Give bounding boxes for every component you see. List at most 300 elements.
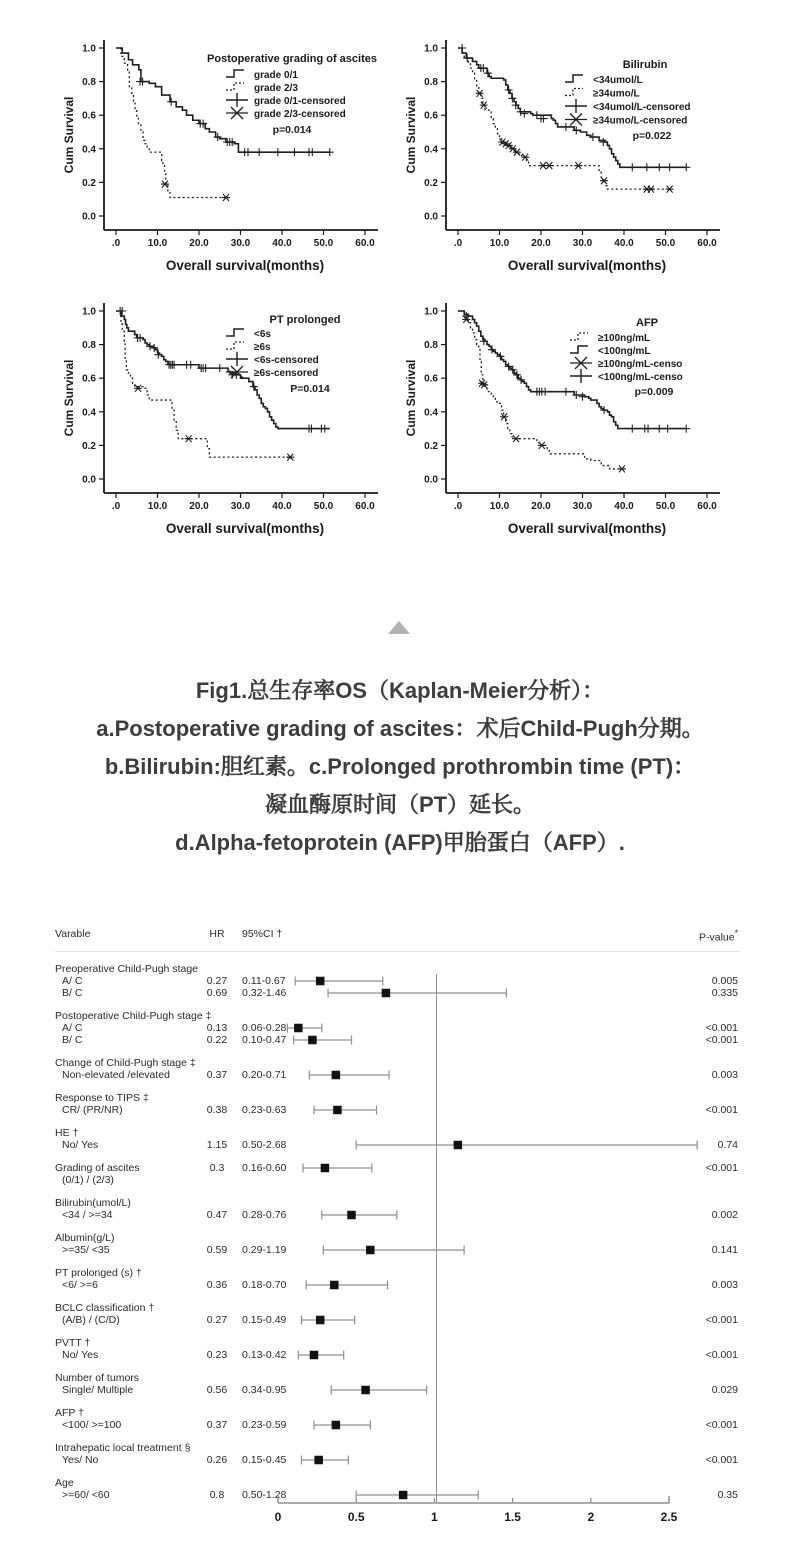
x-tick-label: 30.0 bbox=[230, 501, 251, 512]
legend-entry-label: ≥34umo/L-censored bbox=[593, 115, 688, 127]
legend-plus-icon bbox=[565, 99, 587, 113]
ci-value: 0.23-0.59 bbox=[242, 1419, 287, 1431]
legend-title: PT prolonged bbox=[269, 314, 341, 326]
hr-point-marker bbox=[308, 1036, 317, 1045]
legend-dash-step-icon bbox=[226, 83, 244, 90]
censor-plus-mark bbox=[167, 98, 175, 106]
km-panel-ascites bbox=[60, 30, 400, 282]
p-value: 0.003 bbox=[711, 1069, 738, 1081]
km-chart-a bbox=[60, 30, 400, 282]
forest-row-label: PVTT † bbox=[55, 1337, 91, 1349]
censor-star-mark bbox=[618, 465, 626, 472]
forest-row bbox=[0, 1034, 800, 1046]
p-value-label: P=0.014 bbox=[290, 383, 330, 395]
x-tick-label: 60.0 bbox=[355, 238, 375, 249]
forest-plot-section bbox=[0, 918, 800, 1566]
legend-entry-label: ≥100ng/mL-censo bbox=[598, 359, 683, 370]
censor-star-mark bbox=[134, 385, 142, 392]
forest-row bbox=[0, 1349, 800, 1361]
legend-entry-label: <100ng/mL bbox=[598, 346, 651, 357]
legend-star-icon bbox=[226, 107, 248, 119]
forest-whisker bbox=[278, 1209, 738, 1221]
hr-value: 0.56 bbox=[206, 1384, 228, 1396]
y-tick-label: 0.6 bbox=[82, 110, 96, 122]
y-tick-label: 0.8 bbox=[424, 77, 438, 89]
forest-row-label: <6/ >=6 bbox=[62, 1279, 98, 1291]
forest-row-label: <34 / >=34 bbox=[62, 1209, 113, 1221]
y-tick-label: 0.2 bbox=[424, 177, 438, 189]
censor-plus-mark bbox=[118, 307, 126, 315]
forest-axis-tick-label: 2.5 bbox=[660, 1510, 678, 1524]
forest-whisker bbox=[278, 1162, 738, 1174]
x-tick-label: 10.0 bbox=[489, 238, 510, 249]
censor-star-mark bbox=[666, 186, 674, 193]
km-chart-c bbox=[60, 293, 400, 545]
forest-row bbox=[0, 1162, 800, 1174]
forest-group bbox=[0, 1197, 800, 1221]
ci-value: 0.18-0.70 bbox=[242, 1279, 287, 1291]
forest-row-label: B/ C bbox=[62, 1034, 83, 1046]
censor-plus-mark bbox=[154, 351, 162, 359]
forest-axis-tick-label: 1 bbox=[431, 1510, 438, 1524]
forest-row bbox=[0, 1384, 800, 1396]
hr-point-marker bbox=[347, 1211, 356, 1220]
forest-group bbox=[0, 1337, 800, 1361]
hr-point-marker bbox=[366, 1246, 375, 1255]
forest-row bbox=[0, 1407, 800, 1419]
ci-value: 0.15-0.45 bbox=[242, 1454, 287, 1466]
hr-value: 0.36 bbox=[206, 1279, 228, 1291]
km-chart-grid bbox=[60, 30, 800, 560]
legend-dash-step-icon bbox=[570, 333, 588, 340]
y-axis-title: Cum Survival bbox=[62, 359, 76, 437]
forest-group bbox=[0, 1010, 800, 1046]
forest-row bbox=[0, 1419, 800, 1431]
y-tick-label: 1.0 bbox=[424, 43, 438, 55]
censor-star-mark bbox=[286, 454, 294, 461]
forest-row-label: Number of tumors bbox=[55, 1372, 140, 1384]
censor-plus-mark bbox=[216, 364, 224, 372]
hr-point-marker bbox=[310, 1351, 319, 1360]
p-value: 0.74 bbox=[717, 1139, 738, 1151]
y-tick-label: 0.4 bbox=[424, 144, 438, 156]
censor-plus-mark bbox=[682, 425, 690, 433]
p-value: <0.001 bbox=[705, 1419, 738, 1431]
km-chart-b bbox=[402, 30, 742, 282]
censor-star-mark bbox=[512, 435, 520, 442]
y-axis-title: Cum Survival bbox=[62, 96, 76, 174]
ci-value: 0.50-1.28 bbox=[242, 1489, 287, 1501]
forest-row bbox=[0, 1057, 800, 1069]
forest-group bbox=[0, 1442, 800, 1466]
p-value: <0.001 bbox=[705, 1022, 738, 1034]
forest-row-label: >=60/ <60 bbox=[62, 1489, 110, 1501]
forest-group bbox=[0, 1162, 800, 1186]
censor-plus-mark bbox=[655, 163, 663, 171]
censor-plus-mark bbox=[326, 148, 334, 156]
forest-row bbox=[0, 1442, 800, 1454]
hr-value: 0.26 bbox=[206, 1454, 228, 1466]
hr-value: 0.13 bbox=[206, 1022, 228, 1034]
hr-value: 0.37 bbox=[206, 1419, 228, 1431]
y-tick-label: 0.8 bbox=[82, 340, 96, 352]
hr-value: 0.59 bbox=[206, 1244, 228, 1256]
ci-value: 0.20-0.71 bbox=[242, 1069, 287, 1081]
forest-row bbox=[0, 1010, 800, 1022]
forest-row-label: Response to TIPS ‡ bbox=[55, 1092, 149, 1104]
legend-solid-step-icon bbox=[226, 329, 244, 336]
forest-row bbox=[0, 1232, 800, 1244]
legend-entry-label: <6s-censored bbox=[254, 355, 319, 366]
hr-point-marker bbox=[454, 1141, 463, 1150]
censor-plus-mark bbox=[290, 148, 298, 156]
y-tick-label: 0.4 bbox=[82, 144, 96, 156]
hr-value: 0.22 bbox=[206, 1034, 228, 1046]
x-tick-label: 50.0 bbox=[655, 501, 676, 512]
censor-star-mark bbox=[538, 442, 546, 449]
ci-value: 0.15-0.49 bbox=[242, 1314, 287, 1326]
hr-point-marker bbox=[316, 1316, 325, 1325]
x-tick-label: 20.0 bbox=[189, 238, 209, 249]
censor-plus-mark bbox=[255, 148, 263, 156]
p-value: <0.001 bbox=[705, 1314, 738, 1326]
y-tick-label: 0.0 bbox=[424, 211, 438, 223]
forest-row-label: >=35/ <35 bbox=[62, 1244, 110, 1256]
ci-value: 0.29-1.19 bbox=[242, 1244, 287, 1256]
y-tick-label: 1.0 bbox=[82, 43, 96, 55]
legend-plus-icon bbox=[226, 93, 248, 107]
forest-row-label: AFP † bbox=[55, 1407, 84, 1419]
p-value: <0.001 bbox=[705, 1034, 738, 1046]
x-tick-label: 60.0 bbox=[697, 238, 717, 249]
forest-row-label: A/ C bbox=[62, 975, 83, 987]
x-tick-label: 50.0 bbox=[313, 238, 334, 249]
p-value: 0.141 bbox=[711, 1244, 738, 1256]
hr-value: 0.23 bbox=[206, 1349, 228, 1361]
forest-whisker bbox=[278, 1034, 738, 1046]
forest-row-label: Albumin(g/L) bbox=[55, 1232, 115, 1244]
p-value: <0.001 bbox=[705, 1162, 738, 1174]
p-value: 0.002 bbox=[711, 1209, 738, 1221]
forest-whisker bbox=[278, 1419, 738, 1431]
y-axis-title: Cum Survival bbox=[404, 359, 418, 437]
forest-table-header bbox=[0, 918, 800, 952]
p-value: <0.001 bbox=[705, 1349, 738, 1361]
legend-dash-step-icon bbox=[565, 89, 583, 96]
forest-whisker bbox=[278, 1454, 738, 1466]
forest-row-label: No/ Yes bbox=[62, 1349, 99, 1361]
forest-axis-tick-label: 0 bbox=[274, 1510, 282, 1524]
forest-whisker bbox=[278, 1349, 738, 1361]
hr-value: 0.37 bbox=[206, 1069, 228, 1081]
legend-star-icon bbox=[570, 357, 592, 369]
forest-row-label: Bilirubin(umol/L) bbox=[55, 1197, 131, 1209]
censor-star-mark bbox=[480, 381, 488, 388]
forest-axis-tick-label: 1.5 bbox=[504, 1510, 521, 1524]
hr-value: 0.38 bbox=[206, 1104, 228, 1116]
forest-row bbox=[0, 1244, 800, 1256]
censor-plus-mark bbox=[643, 163, 651, 171]
legend-plus-icon bbox=[570, 369, 592, 383]
forest-row-label: Yes/ No bbox=[62, 1454, 99, 1466]
forest-row bbox=[0, 1209, 800, 1221]
forest-row bbox=[0, 1174, 800, 1186]
y-axis-title: Cum Survival bbox=[404, 96, 418, 174]
forest-row bbox=[0, 1337, 800, 1349]
forest-row bbox=[0, 1069, 800, 1081]
caption-line: Fig1.总生存率OS（Kaplan-Meier分析）： bbox=[195, 678, 605, 703]
column-header-ci: 95%CI † bbox=[242, 928, 283, 940]
forest-row-label: CR/ (PR/NR) bbox=[62, 1104, 123, 1116]
column-header-variable: Varable bbox=[55, 928, 91, 940]
forest-row bbox=[0, 1477, 800, 1489]
p-value: 0.335 bbox=[711, 987, 738, 999]
x-tick-label: 50.0 bbox=[655, 238, 676, 249]
up-triangle-icon bbox=[388, 621, 410, 634]
forest-row bbox=[0, 963, 800, 975]
y-tick-label: 1.0 bbox=[424, 306, 438, 318]
forest-whisker bbox=[278, 975, 738, 987]
y-tick-label: 0.0 bbox=[424, 474, 438, 486]
forest-group bbox=[0, 1407, 800, 1431]
forest-row bbox=[0, 1139, 800, 1151]
forest-row bbox=[0, 1267, 800, 1279]
legend-title: AFP bbox=[636, 317, 658, 329]
y-tick-label: 0.8 bbox=[424, 340, 438, 352]
x-tick-label: 30.0 bbox=[572, 501, 593, 512]
censor-star-mark bbox=[600, 177, 608, 184]
legend-entry-label: grade 2/3 bbox=[254, 83, 298, 94]
caption-line: a.Postoperative grading of ascites：术后Child-Pugh分期。 bbox=[96, 716, 704, 741]
forest-row-label: Non-elevated /elevated bbox=[62, 1069, 170, 1081]
forest-axis-tick-label: 2 bbox=[587, 1510, 595, 1524]
forest-whisker bbox=[278, 1384, 738, 1396]
km-legend bbox=[565, 59, 691, 142]
forest-row-label: No/ Yes bbox=[62, 1139, 99, 1151]
ci-value: 0.50-2.68 bbox=[242, 1139, 287, 1151]
hr-value: 1.15 bbox=[206, 1139, 228, 1151]
censor-plus-mark bbox=[589, 133, 597, 141]
km-legend bbox=[207, 53, 377, 136]
p-value-label: p=0.014 bbox=[272, 124, 312, 136]
censor-star-mark bbox=[647, 186, 655, 193]
hr-value: 0.27 bbox=[206, 1314, 228, 1326]
y-tick-label: 0.0 bbox=[82, 474, 96, 486]
censor-star-mark bbox=[545, 162, 553, 169]
forest-row bbox=[0, 1022, 800, 1034]
ci-value: 0.16-0.60 bbox=[242, 1162, 287, 1174]
legend-entry-label: grade 0/1-censored bbox=[254, 96, 346, 107]
km-legend bbox=[570, 317, 683, 398]
forest-row bbox=[0, 1372, 800, 1384]
caption-line: 凝血酶原时间（PT）延长。 bbox=[264, 792, 536, 817]
forest-group bbox=[0, 1057, 800, 1081]
censor-plus-mark bbox=[187, 361, 195, 369]
forest-row-label: BCLC classification † bbox=[55, 1302, 155, 1314]
censor-plus-mark bbox=[628, 425, 636, 433]
censor-plus-mark bbox=[533, 111, 541, 119]
p-value: 0.029 bbox=[711, 1384, 738, 1396]
hr-value: 0.8 bbox=[209, 1489, 225, 1501]
legend-entry-label: grade 2/3-censored bbox=[254, 109, 346, 120]
ci-value: 0.34-0.95 bbox=[242, 1384, 287, 1396]
hr-point-marker bbox=[316, 977, 325, 986]
forest-whisker bbox=[278, 987, 738, 999]
x-tick-label: 50.0 bbox=[313, 501, 334, 512]
km-panel-pt bbox=[60, 293, 400, 545]
forest-group bbox=[0, 1267, 800, 1291]
header-divider bbox=[55, 951, 740, 952]
forest-row-label: HE † bbox=[55, 1127, 79, 1139]
censor-plus-mark bbox=[520, 110, 528, 118]
x-tick-label: .0 bbox=[111, 238, 121, 249]
y-tick-label: 0.4 bbox=[82, 407, 96, 419]
forest-row-label: Postoperative Child-Pugh stage ‡ bbox=[55, 1010, 212, 1022]
hr-point-marker bbox=[314, 1456, 323, 1465]
p-value: <0.001 bbox=[705, 1454, 738, 1466]
x-tick-label: .0 bbox=[453, 501, 463, 512]
x-tick-label: .0 bbox=[453, 238, 463, 249]
hr-point-marker bbox=[333, 1106, 342, 1115]
forest-row-label: Single/ Multiple bbox=[62, 1384, 134, 1396]
hr-point-marker bbox=[382, 989, 391, 998]
forest-row-label: A/ C bbox=[62, 1022, 83, 1034]
x-tick-label: 60.0 bbox=[697, 501, 717, 512]
forest-row bbox=[0, 975, 800, 987]
y-tick-label: 0.2 bbox=[82, 177, 96, 189]
forest-whisker bbox=[278, 1244, 738, 1256]
p-value: <0.001 bbox=[705, 1104, 738, 1116]
x-tick-label: 40.0 bbox=[272, 238, 292, 249]
forest-whisker bbox=[278, 1069, 738, 1081]
x-tick-label: 30.0 bbox=[230, 238, 251, 249]
censor-star-mark bbox=[222, 194, 230, 201]
p-value: 0.003 bbox=[711, 1279, 738, 1291]
legend-solid-step-icon bbox=[226, 70, 244, 77]
legend-plus-icon bbox=[226, 352, 248, 366]
forest-whisker bbox=[278, 1104, 738, 1116]
censor-star-mark bbox=[480, 102, 488, 109]
censor-star-mark bbox=[574, 162, 582, 169]
legend-entry-label: grade 0/1 bbox=[254, 70, 298, 81]
hr-point-marker bbox=[332, 1421, 341, 1430]
forest-row bbox=[0, 1302, 800, 1314]
forest-group bbox=[0, 1092, 800, 1116]
legend-entry-label: ≥100ng/mL bbox=[598, 333, 651, 344]
figure-caption bbox=[30, 672, 770, 862]
km-legend bbox=[226, 314, 340, 395]
y-tick-label: 1.0 bbox=[82, 306, 96, 318]
legend-solid-step-icon bbox=[570, 346, 588, 353]
forest-whisker bbox=[278, 1279, 738, 1291]
censor-star-mark bbox=[476, 90, 484, 97]
hr-point-marker bbox=[294, 1024, 303, 1033]
x-axis-title: Overall survival(months) bbox=[165, 521, 325, 536]
x-axis-title: Overall survival(months) bbox=[165, 258, 325, 273]
forest-whisker bbox=[278, 1022, 738, 1034]
x-tick-label: 10.0 bbox=[489, 501, 510, 512]
x-tick-label: 20.0 bbox=[189, 501, 209, 512]
legend-title: Postoperative grading of ascites bbox=[207, 53, 377, 65]
forest-row bbox=[0, 987, 800, 999]
caption-line: b.Bilirubin:胆红素。c.Prolonged prothrombin time (PT)： bbox=[104, 754, 696, 779]
x-tick-label: 20.0 bbox=[531, 501, 551, 512]
y-tick-label: 0.6 bbox=[82, 373, 96, 385]
p-value: 0.005 bbox=[711, 975, 738, 987]
forest-row-label: (0/1) / (2/3) bbox=[62, 1174, 114, 1186]
ci-value: 0.23-0.63 bbox=[242, 1104, 287, 1116]
y-tick-label: 0.2 bbox=[424, 440, 438, 452]
ci-value: 0.32-1.46 bbox=[242, 987, 287, 999]
p-value-label: p=0.022 bbox=[632, 130, 672, 142]
legend-entry-label: ≥6s-censored bbox=[254, 368, 319, 379]
forest-row bbox=[0, 1104, 800, 1116]
legend-title: Bilirubin bbox=[622, 59, 668, 71]
forest-whisker bbox=[278, 1139, 738, 1151]
forest-row bbox=[0, 1127, 800, 1139]
censor-plus-mark bbox=[562, 388, 570, 396]
legend-entry-label: <100ng/mL-censo bbox=[598, 372, 683, 383]
forest-group bbox=[0, 1372, 800, 1396]
legend-entry-label: ≥6s bbox=[254, 342, 271, 353]
km-curve-dashed bbox=[116, 48, 226, 198]
hr-value: 0.27 bbox=[206, 975, 228, 987]
y-tick-label: 0.8 bbox=[82, 77, 96, 89]
forest-row bbox=[0, 1454, 800, 1466]
forest-row-label: PT prolonged (s) † bbox=[55, 1267, 142, 1279]
legend-entry-label: <6s bbox=[254, 329, 271, 340]
x-axis-title: Overall survival(months) bbox=[507, 521, 667, 536]
forest-row-label: <100/ >=100 bbox=[62, 1419, 122, 1431]
forest-row bbox=[0, 1092, 800, 1104]
forest-row bbox=[0, 1197, 800, 1209]
legend-entry-label: <34umol/L bbox=[593, 75, 643, 86]
forest-group bbox=[0, 1232, 800, 1256]
x-tick-label: 40.0 bbox=[614, 238, 634, 249]
x-tick-label: 40.0 bbox=[614, 501, 634, 512]
legend-star-icon bbox=[226, 366, 248, 378]
ci-value: 0.10-0.47 bbox=[242, 1034, 287, 1046]
forest-row-label: B/ C bbox=[62, 987, 83, 999]
censor-star-mark bbox=[513, 149, 521, 156]
hr-point-marker bbox=[332, 1071, 341, 1080]
forest-group bbox=[0, 1302, 800, 1326]
forest-row bbox=[0, 1314, 800, 1326]
column-header-pvalue: P-value* bbox=[698, 928, 738, 944]
forest-row bbox=[0, 1279, 800, 1291]
forest-x-axis bbox=[270, 1495, 750, 1540]
forest-row-label: Change of Child-Pugh stage ‡ bbox=[55, 1057, 196, 1069]
x-axis-title: Overall survival(months) bbox=[507, 258, 667, 273]
censor-star-mark bbox=[521, 154, 529, 161]
legend-solid-step-icon bbox=[565, 75, 583, 82]
hr-point-marker bbox=[330, 1281, 339, 1290]
x-tick-label: 40.0 bbox=[272, 501, 292, 512]
km-panel-afp bbox=[402, 293, 742, 545]
forest-axis-tick-label: 0.5 bbox=[347, 1510, 365, 1524]
forest-row-label: Age bbox=[55, 1477, 74, 1489]
censor-plus-mark bbox=[664, 425, 672, 433]
forest-whisker bbox=[278, 1314, 738, 1326]
hr-point-marker bbox=[321, 1164, 330, 1173]
y-tick-label: 0.6 bbox=[424, 373, 438, 385]
legend-entry-label: ≥34umo/L bbox=[593, 88, 640, 100]
hr-value: 0.69 bbox=[206, 987, 228, 999]
hr-value: 0.3 bbox=[209, 1162, 225, 1174]
forest-row-label: Grading of ascites bbox=[55, 1162, 140, 1174]
legend-star-icon bbox=[565, 114, 587, 126]
x-tick-label: 10.0 bbox=[147, 238, 168, 249]
